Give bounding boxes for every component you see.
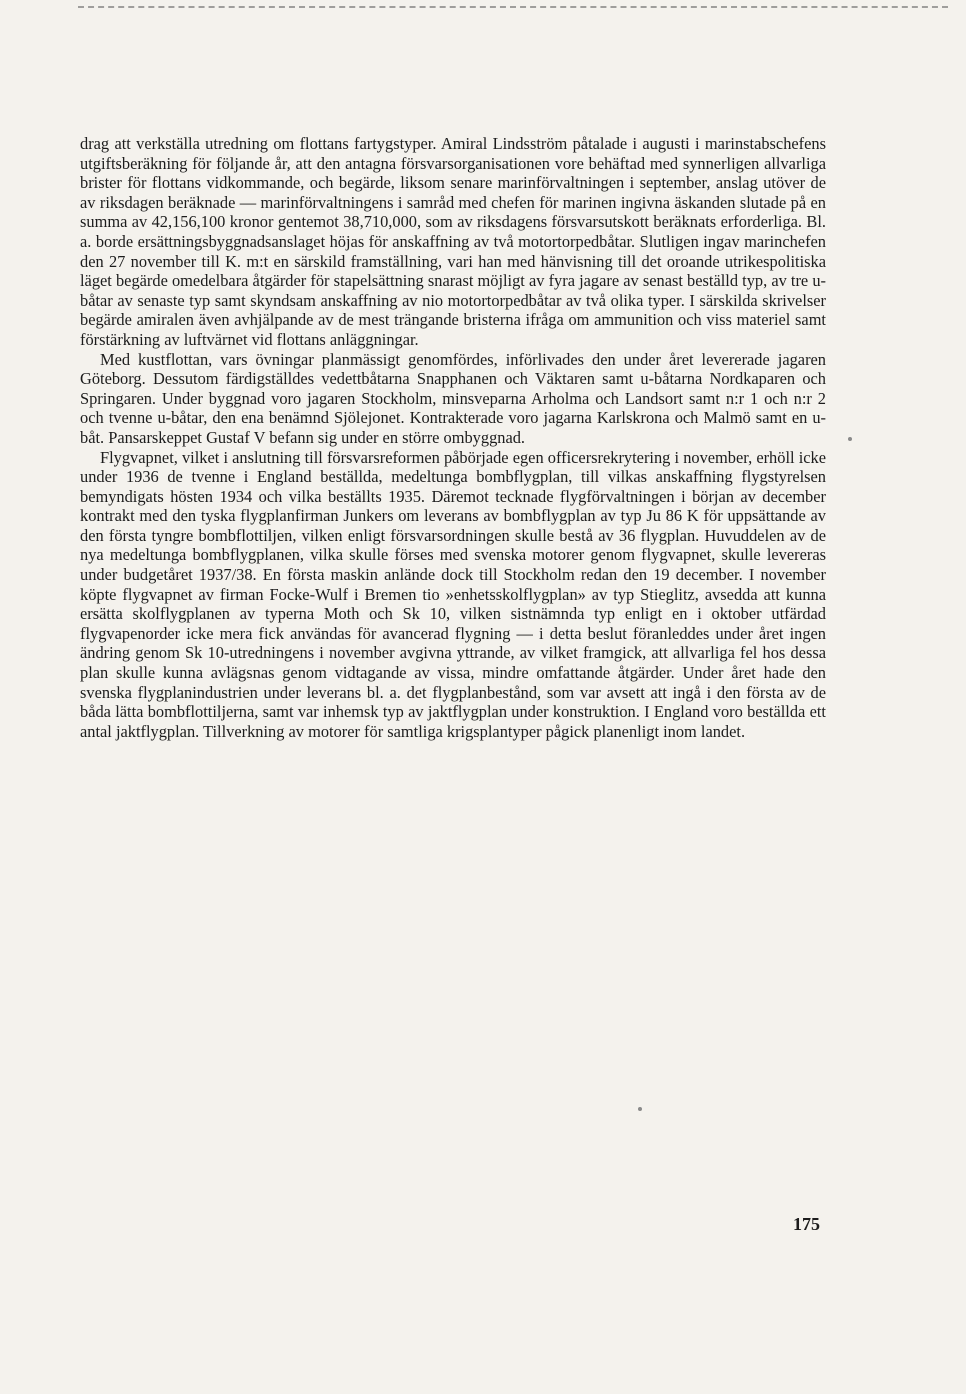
paragraph-air-force: Flygvapnet, vilket i anslutning till försvarsreformen påbörjade egen officersrekrytering i november, erhöll icke under 1936 de tvenne i England beställda, medeltunga bombflygplan, till vilkas anskaffning flygstyrelsen bemyndigats hösten 1934 och vilka beställts 1935. Däremot tecknade flygförvaltningen i början av december kontrakt med den tyska flygplanfirman Junkers om leverans av bombflygplan av typ Ju 86 K för uppsättande av den första tyngre bombflottiljen, vilken enligt försvarsordningen skulle bestå av 36 flygplan. Huvuddelen av de nya medeltunga bombflygplanen, vilka skulle förses med svenska motorer genom flygvapnet, skulle levereras under budgetåret 1937/38. En första maskin anlände dock till Stockholm redan den 19 december. I november köpte flygvapnet av firman Focke-Wulf i Bremen tio »enhetsskolflygplan» av typ Stieglitz, avsedda att kunna ersätta skolflygplanen av typerna Moth och Sk 10, vilken sistnämnda typ enligt en i oktober utfärdad flygvapenorder icke mera fick användas för avancerad flygning — i detta beslut föranleddes under året ingen ändring genom Sk 10-utredningens i november avgivna yttrande, av vilket framgick, att allvarliga fel hos dessa plan skulle kunna avlägsnas genom vidtagande av vissa, mindre omfattande åtgärder. Under året hade den svenska flygplanindustrien under leverans bl. a. det flygplanbestånd, som var avsett att ingå i den första av de båda lätta bombflottiljerna, samt var inhemsk typ av jaktflygplan under konstruktion. I England voro beställda ett antal jaktflygplan. Tillverkning av motorer för samtliga krigsplantyper pågick planenligt inom landet. xyxy=(80,447,826,741)
document-body xyxy=(80,134,826,741)
print-speck xyxy=(638,1107,642,1111)
page-number: 175 xyxy=(793,1214,820,1234)
paragraph-navy-budget: drag att verkställa utredning om flottans fartygstyper. Amiral Lindsström påtalade i augusti i marinstabschefens utgiftsberäkning för följande år, att den antagna försvarsorganisationen vore behäftad med synnerligen allvarliga brister för flottans vidkommande, och begärde, liksom senare marinförvaltningen i september, anslag utöver de av riksdagen beräknade — marinförvaltningens i samråd med chefen för marinen ingivna äskanden slutade på en summa av 42,156,100 kronor gentemot 38,710,000, som av riksdagens försvarsutskott beräknats erforderliga. Bl. a. borde ersättningsbyggnadsanslaget höjas för anskaffning av två motortorpedbåtar. Slutligen ingav marinchefen den 27 november till K. m:t en särskild framställning, vari han med hänvisning till det oroande utrikespolitiska läget begärde omedelbara åtgärder för stapelsättning snarast möjligt av fyra jagare av senast beställd typ, av tre u-båtar av senaste typ samt skyndsam anskaffning av nio motortorpedbåtar av två olika typer. I särskilda skrivelser begärde amiralen även avhjälpande av de mest trängande bristerna ifråga om ammunition och viss materiel samt förstärkning av luftvärnet vid flottans anläggningar. xyxy=(80,134,826,349)
paragraph-coastal-fleet: Med kustflottan, vars övningar planmässigt genomfördes, införlivades den under året levererade jagaren Göteborg. Dessutom färdigställdes vedettbåtarna Snapphanen och Väktaren samt u-båtarna Nordkaparen och Springaren. Under byggnad voro jagaren Stockholm, minsveparna Arholma och Landsort samt n:r 1 och n:r 2 och tvenne u-båtar, den ena benämnd Sjölejonet. Kontrakterade voro jagarna Karlskrona och Malmö samt en u-båt. Pansarskeppet Gustaf V befann sig under en större ombyggnad. xyxy=(80,349,826,447)
top-edge-rule xyxy=(78,6,948,10)
print-speck xyxy=(848,437,852,441)
